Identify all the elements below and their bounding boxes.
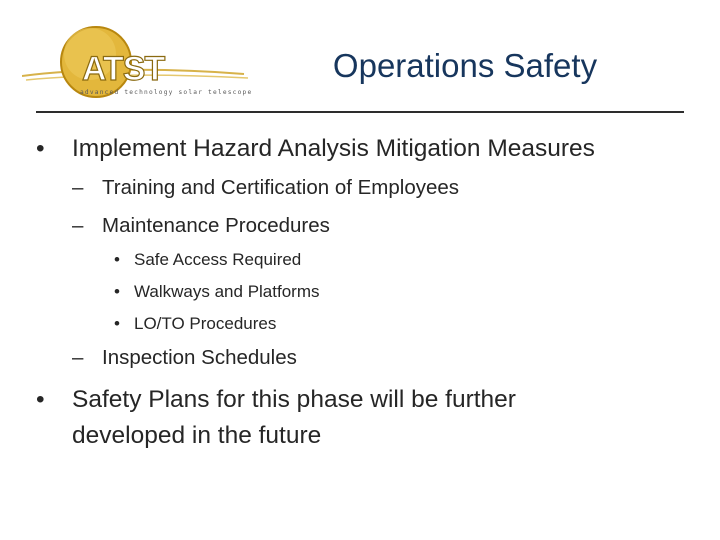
logo-wordmark: ATST xyxy=(82,50,165,88)
bullet-text: Training and Certification of Employees xyxy=(102,176,460,199)
bullet-text: LO/TO Procedures xyxy=(134,314,277,333)
bullet-text: Safe Access Required xyxy=(134,250,302,269)
bullet-marker: • xyxy=(36,135,45,162)
bullet-text: Maintenance Procedures xyxy=(102,214,330,237)
bullet-marker: • xyxy=(114,250,120,269)
bullet-marker: • xyxy=(114,314,120,333)
bullet-text: Safety Plans for this phase will be further xyxy=(72,386,516,413)
bullet-text: developed in the future xyxy=(72,422,322,449)
bullet-marker: – xyxy=(72,176,84,199)
slide-title: Operations Safety xyxy=(332,47,598,84)
bullet-text: Inspection Schedules xyxy=(102,346,297,369)
bullet-marker: – xyxy=(72,346,84,369)
logo-tagline: advanced technology solar telescope xyxy=(80,89,252,96)
bullet-marker: • xyxy=(36,386,45,413)
bullet-text: Implement Hazard Analysis Mitigation Measures xyxy=(72,135,595,162)
bullet-marker: – xyxy=(72,214,84,237)
bullet-marker: • xyxy=(114,282,120,301)
bullet-text: Walkways and Platforms xyxy=(134,282,320,301)
